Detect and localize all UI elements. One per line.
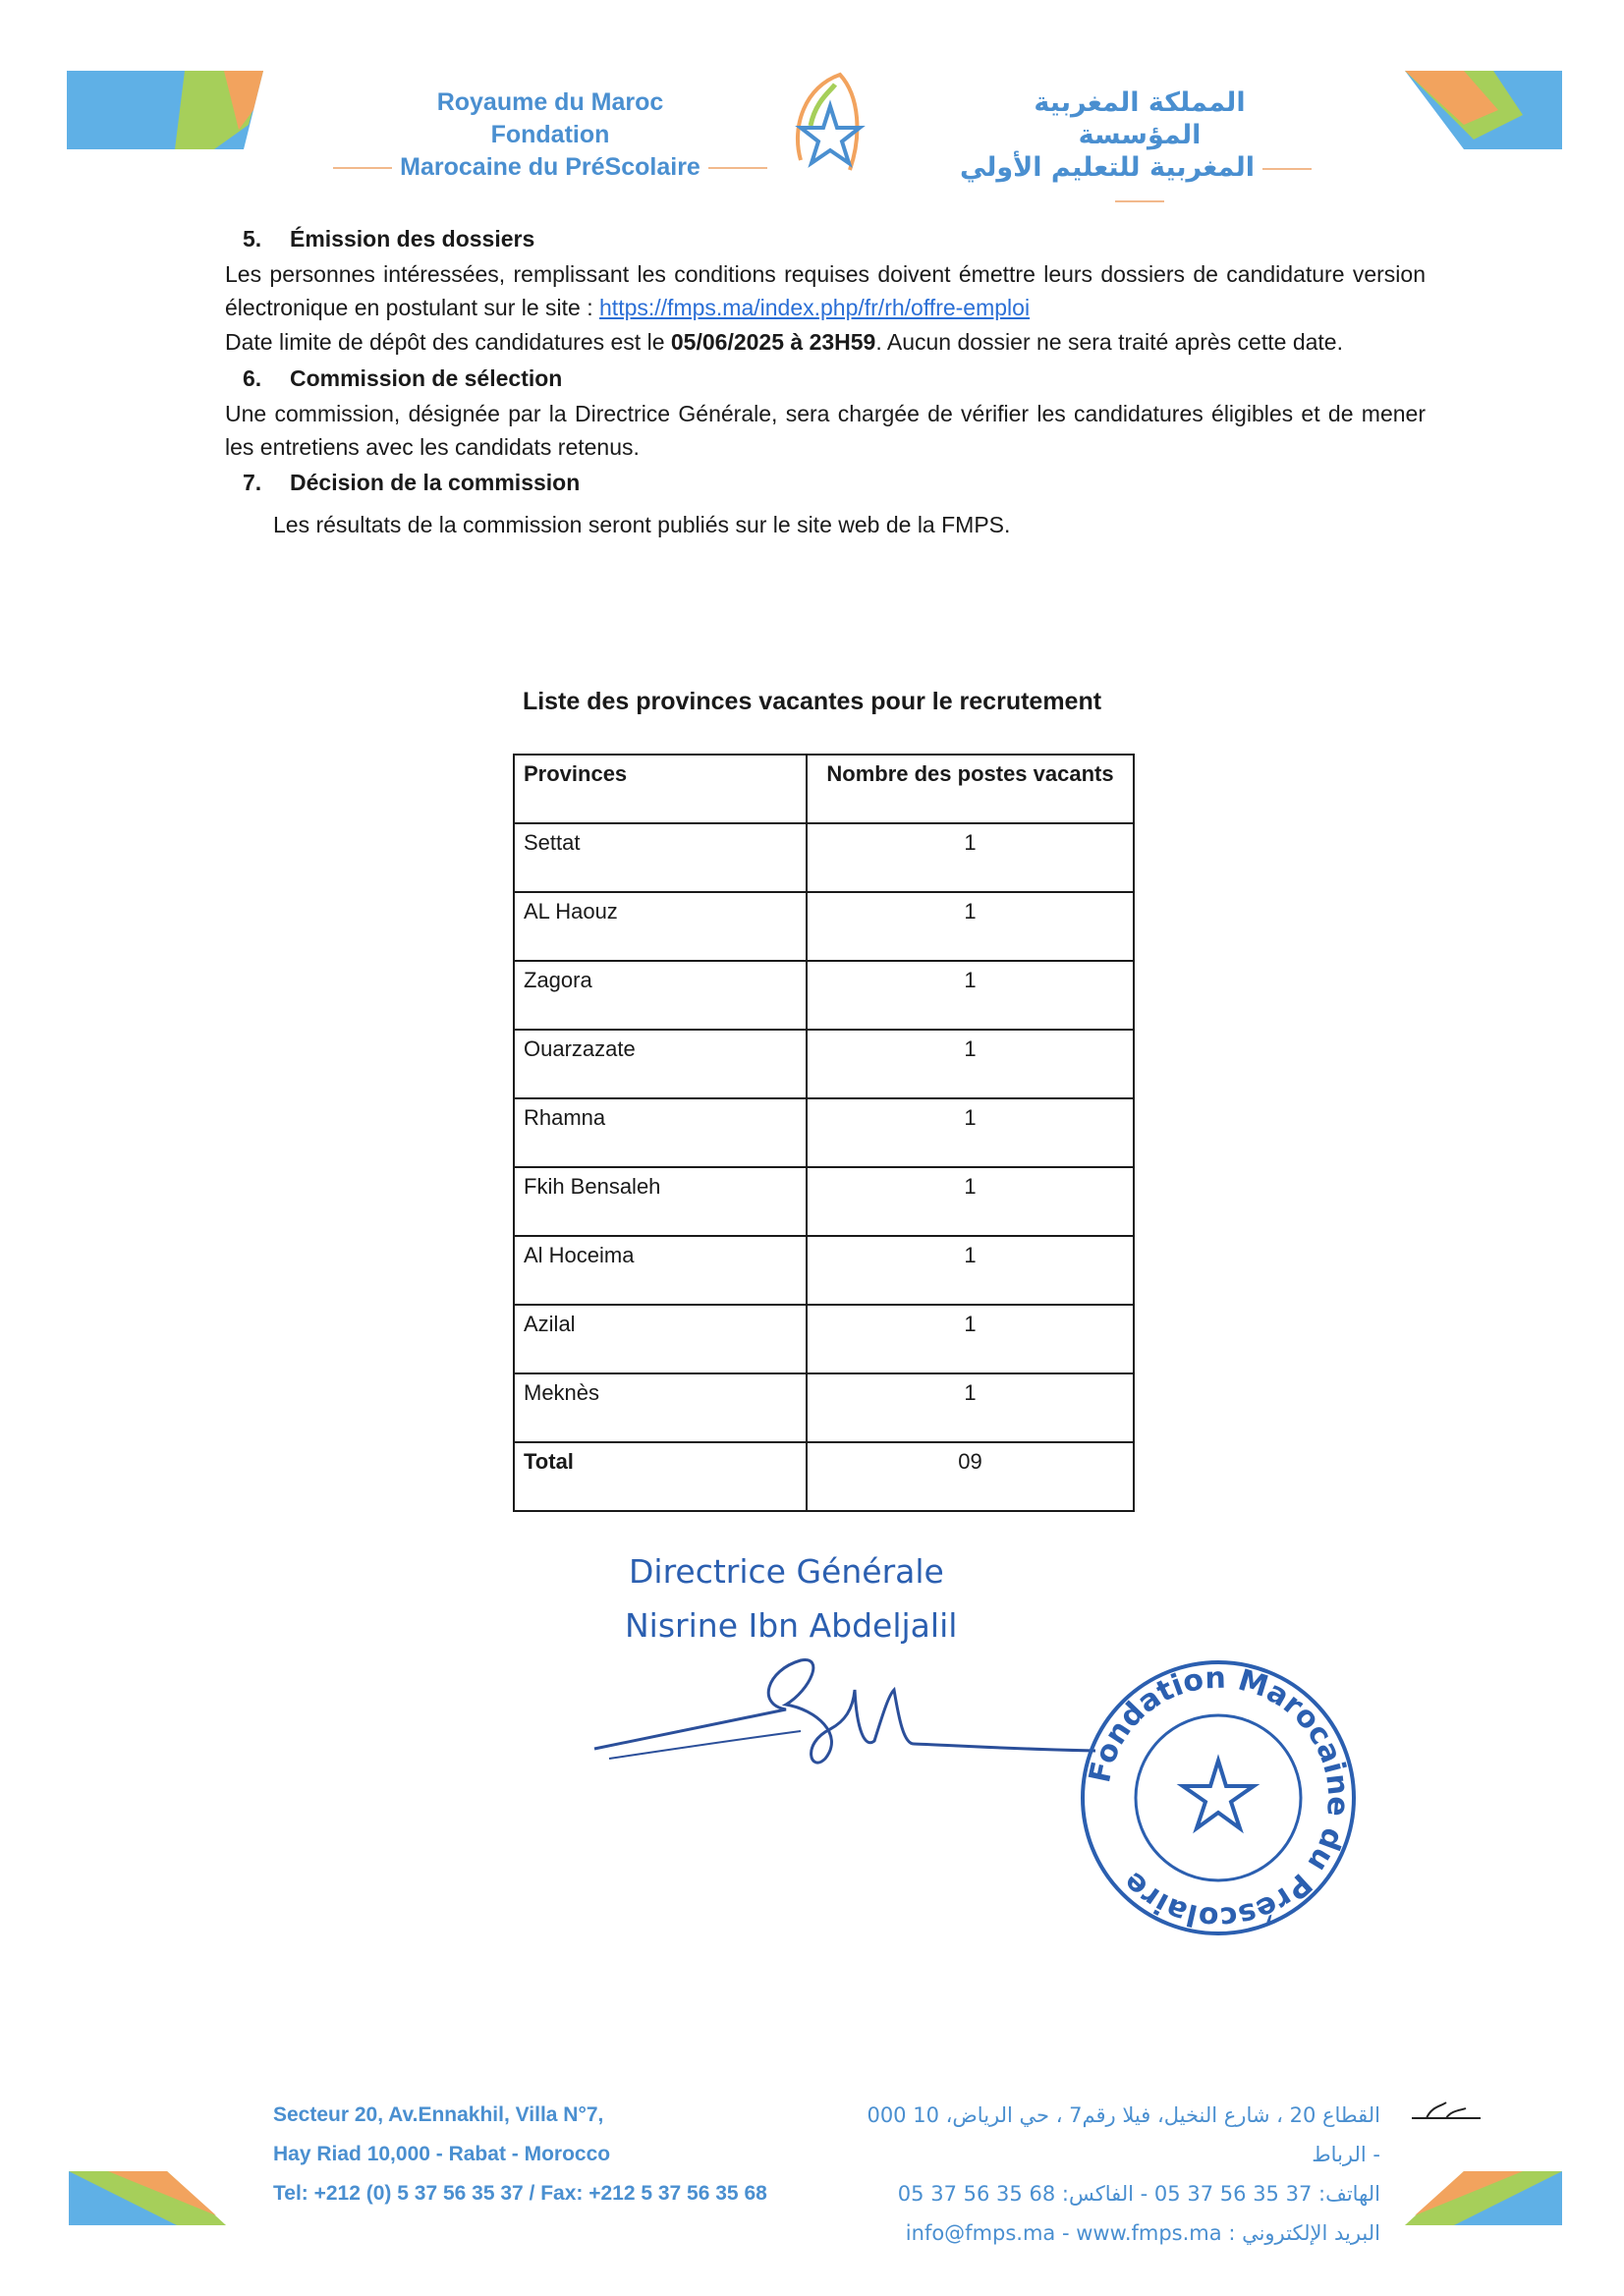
postes-count: 1	[807, 1167, 1134, 1236]
section-7-heading	[243, 470, 580, 496]
footer-ar-line3: البريد الإلكتروني : info@fmps.ma - www.fmps.ma	[905, 2221, 1380, 2245]
postes-count: 1	[807, 1236, 1134, 1305]
header-fr-line3: Marocaine du PréScolaire	[400, 153, 700, 181]
footer-ornament-icon	[1407, 2099, 1485, 2128]
postes-count: 1	[807, 1305, 1134, 1373]
official-stamp	[1071, 1651, 1366, 1945]
deadline-date: 05/06/2025 à 23H59	[670, 329, 876, 355]
province-name: Fkih Bensaleh	[514, 1167, 807, 1236]
postes-count: 1	[807, 1030, 1134, 1098]
table-header-row	[514, 755, 1134, 823]
footer-left-banner	[69, 2171, 226, 2225]
postes-count: 1	[807, 1098, 1134, 1167]
table-row	[514, 1098, 1134, 1167]
section-6-text: Une commission, désignée par la Directrice Générale, sera chargée de vérifier les candidatures éligibles et de mener les entretiens avec les candidats retenus.	[225, 401, 1426, 460]
postes-count: 1	[807, 961, 1134, 1030]
province-name: Meknès	[514, 1373, 807, 1442]
provinces-table	[513, 754, 1135, 1512]
header-fr-line1: Royaume du Maroc	[436, 88, 664, 116]
header-ar-line1: المملكة المغربية	[1034, 87, 1246, 118]
footer-ar-line1: القطاع 20 ، شارع النخيل، فيلا رقم7 ، حي الرياض، 10 000 - الرباط	[867, 2103, 1380, 2166]
section-7-title: Décision de la commission	[290, 470, 581, 495]
total-count: 09	[807, 1442, 1134, 1511]
province-name: Rhamna	[514, 1098, 807, 1167]
section-5-number: 5.	[243, 226, 262, 252]
handwritten-signature	[589, 1651, 1100, 1798]
province-name: AL Haouz	[514, 892, 807, 961]
header-arabic-title	[943, 86, 1336, 216]
province-name: Al Hoceima	[514, 1236, 807, 1305]
header-postes: Nombre des postes vacants	[807, 755, 1134, 823]
table-total-row	[514, 1442, 1134, 1511]
deadline-suffix: . Aucun dossier ne sera traité après cette date.	[875, 329, 1343, 355]
total-label: Total	[514, 1442, 807, 1511]
section-5-body	[225, 257, 1426, 324]
section-7-number: 7.	[243, 470, 262, 495]
footer-right-banner	[1405, 2171, 1562, 2225]
table-row	[514, 892, 1134, 961]
footer-fr-line3: Tel: +212 (0) 5 37 56 35 37 / Fax: +212 5 37 56 35 68	[273, 2182, 767, 2205]
province-name: Ouarzazate	[514, 1030, 807, 1098]
table-row	[514, 1236, 1134, 1305]
table-row	[514, 1373, 1134, 1442]
section-6-number: 6.	[243, 365, 262, 391]
table-title: Liste des provinces vacantes pour le recrutement	[522, 688, 1102, 715]
signatory-title: Directrice Générale	[629, 1552, 944, 1591]
postes-count: 1	[807, 1373, 1134, 1442]
header-ar-line2: المؤسسة	[1078, 120, 1202, 150]
header-right-banner	[1405, 71, 1562, 149]
svg-text:Fondation Marocaine du Préscol	[1083, 1661, 1355, 1935]
province-name: Zagora	[514, 961, 807, 1030]
offre-emploi-link[interactable]: https://fmps.ma/index.php/fr/rh/offre-emploi	[599, 295, 1031, 320]
province-name: Azilal	[514, 1305, 807, 1373]
province-name: Settat	[514, 823, 807, 892]
postes-count: 1	[807, 892, 1134, 961]
footer-ar-line2: الهاتف: 37 35 56 37 05 - الفاكس: 68 35 56 37 05	[897, 2182, 1380, 2206]
footer-fr-line2: Hay Riad 10,000 - Rabat - Morocco	[273, 2143, 611, 2165]
footer-fr-line1: Secteur 20, Av.Ennakhil, Villa N°7,	[273, 2103, 604, 2126]
table-row	[514, 1030, 1134, 1098]
stamp-text: Fondation Marocaine du Préscolaire	[1083, 1660, 1356, 1935]
section-5-deadline	[225, 325, 1443, 359]
deadline-prefix: Date limite de dépôt des candidatures est le	[225, 329, 671, 355]
table-row	[514, 1305, 1134, 1373]
table-row	[514, 823, 1134, 892]
section-6-title: Commission de sélection	[290, 365, 563, 391]
header-fr-line2: Fondation	[490, 121, 610, 148]
table-row	[514, 1167, 1134, 1236]
section-6-heading	[243, 365, 562, 392]
footer-arabic-address	[865, 2096, 1380, 2253]
fmps-logo	[781, 67, 879, 190]
signatory-name: Nisrine Ibn Abdeljalil	[625, 1606, 958, 1645]
table-row	[514, 961, 1134, 1030]
header-left-banner	[67, 71, 263, 149]
header-ar-line3: المغربية للتعليم الأولي	[959, 152, 1256, 183]
footer-french-address	[273, 2096, 767, 2213]
header-french-title	[324, 86, 776, 184]
header-provinces: Provinces	[514, 755, 807, 823]
section-5-text: Les personnes intéressées, remplissant les conditions requises doivent émettre leurs dossiers de candidature version électronique en postulant sur le site :	[225, 261, 1426, 320]
postes-count: 1	[807, 823, 1134, 892]
section-5-title: Émission des dossiers	[290, 226, 535, 252]
section-5-heading	[243, 226, 534, 252]
section-7-text: Les résultats de la commission seront publiés sur le site web de la FMPS.	[273, 512, 1011, 537]
